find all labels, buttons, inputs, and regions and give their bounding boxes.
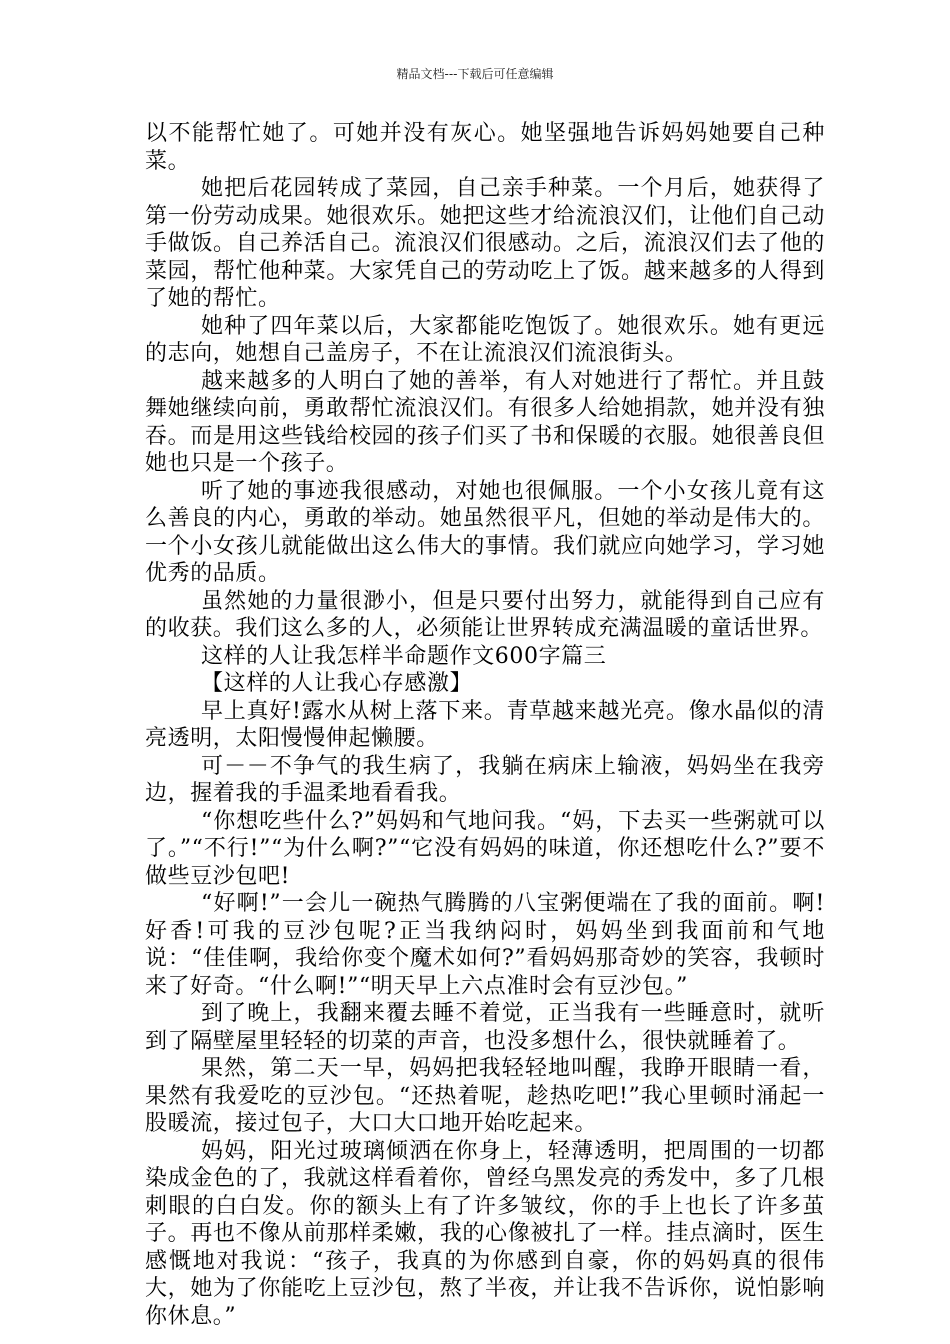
essay-title: 【这样的人让我心存感激】 — [201, 671, 473, 696]
paragraph: 妈妈，阳光过玻璃倾洒在你身上，轻薄透明，把周围的一切都染成金色的了，我就这样看着你，曾经乌黑发亮的秀发中，多了几根刺眼的白白发。你的额头上有了许多皱纹，你的手上也长了许多茧子。再也不像从前那样柔嫩，我的心像被扎了一样。挂点滴时，医生感慨地对我说：“孩子，我真的为你感到自豪，你的妈妈真的很伟大，她为了你能吃上豆沙包，熬了半夜，并让我不告诉你，说怕影响你休息。” — [145, 1138, 825, 1329]
paragraph: 以不能帮忙她了。可她并没有灰心。她坚强地告诉妈妈她要自己种菜。 — [145, 121, 825, 174]
paragraph: 到了晚上，我翻来覆去睡不着觉，正当我有一些睡意时，就听到了隔壁屋里轻轻的切菜的声音，也没多想什么，很快就睡着了。 — [145, 1001, 825, 1054]
page-header: 精品文档---下载后可任意编辑 — [396, 67, 554, 81]
paragraph: 早上真好!露水从树上落下来。青草越来越光亮。像水晶似的清亮透明，太阳慢慢伸起懒腰。 — [145, 698, 825, 751]
paragraph: “你想吃些什么?”妈妈和气地问我。“妈，下去买一些粥就可以了。”“不行!”“为什么啊?”“它没有妈妈的味道，你还想吃什么?”要不做些豆沙包吧! — [145, 808, 825, 889]
paragraph: 果然，第二天一早，妈妈把我轻轻地叫醒，我睁开眼睛一看，果然有我爱吃的豆沙包。“还热着呢，趁热吃吧!”我心里顿时涌起一股暖流，接过包子，大口大口地开始吃起来。 — [145, 1056, 825, 1136]
paragraph: 虽然她的力量很渺小，但是只要付出努力，就能得到自己应有的收获。我们这么多的人，必须能让世界转成充满温暖的童话世界。 — [145, 588, 825, 641]
paragraph: 越来越多的人明白了她的善举，有人对她进行了帮忙。并且鼓舞她继续向前，勇敢帮忙流浪汉们。有很多人给她捐款，她并没有独吞。而是用这些钱给校园的孩子们买了书和保暖的衣服。她很善良但她也只是一个孩子。 — [145, 368, 825, 476]
paragraph: “好啊!”一会儿一碗热气腾腾的八宝粥便端在了我的面前。啊!好香!可我的豆沙包呢?正当我纳闷时，妈妈坐到我面前和气地说：“佳佳啊，我给你变个魔术如何?”看妈妈那奇妙的笑容，我顿时来了好奇。“什么啊!”“明天早上六点准时会有豆沙包。” — [145, 891, 825, 999]
paragraph: 听了她的事迹我很感动，对她也很佩服。一个小女孩儿竟有这么善良的内心，勇敢的举动。她虽然很平凡，但她的举动是伟大的。一个小女孩儿就能做出这么伟大的事情。我们就应向她学习，学习她优秀的品质。 — [145, 478, 825, 586]
paragraph: 可－－不争气的我生病了，我躺在病床上输液，妈妈坐在我旁边，握着我的手温柔地看看我。 — [145, 753, 825, 806]
paragraph: 她把后花园转成了菜园，自己亲手种菜。一个月后，她获得了第一份劳动成果。她很欢乐。她把这些才给流浪汉们，让他们自己动手做饭。自己养活自己。流浪汉们很感动。之后，流浪汉们去了他的菜园，帮忙他种菜。大家凭自己的劳动吃上了饭。越来越多的人得到了她的帮忙。 — [145, 176, 825, 311]
document-body — [145, 120, 825, 1330]
section-title: 这样的人让我怎样半命题作文600字篇三 — [201, 643, 607, 669]
paragraph: 她种了四年菜以后，大家都能吃饱饭了。她很欢乐。她有更远的志向，她想自己盖房子，不在让流浪汉们流浪街头。 — [145, 313, 825, 366]
